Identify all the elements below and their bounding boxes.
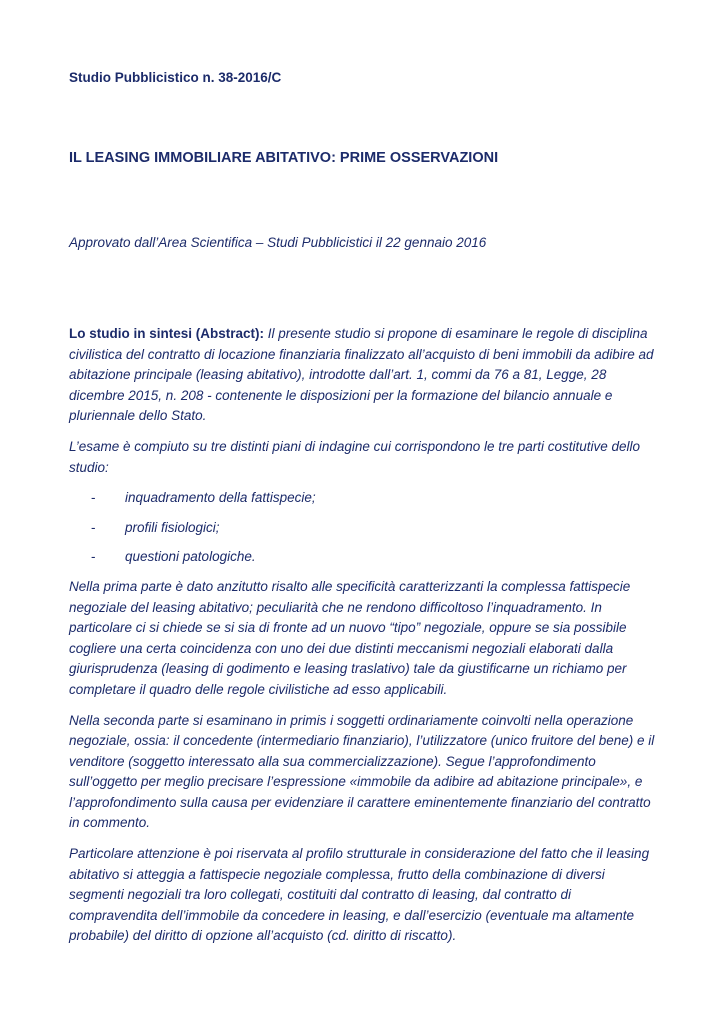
bullet-dash: - <box>91 549 96 565</box>
approval-line: Approvato dall’Area Scientifica – Studi Pubblicistici il 22 gennaio 2016 <box>69 235 487 250</box>
bullet-dash: - <box>91 519 96 535</box>
document-body <box>69 324 659 957</box>
abstract-paragraph <box>69 324 659 427</box>
abstract-text: Il presente studio si propone di esaminare le regole di disciplina civilistica del contratto di locazione finanziaria finalizzato all’acquisto di beni immobili da adibire ad abitazione principale (leasing abitativo), introdotte dall’art. 1, commi da 76 a 81, Legge, 28 dicembre 2015, n. 208 - contenente le disposizioni per la formazione del bilancio annuale e pluriennale dello Stato. <box>69 326 654 424</box>
list-item <box>69 547 659 568</box>
list-item <box>69 518 659 539</box>
document-number: Studio Pubblicistico n. 38-2016/C <box>69 70 282 85</box>
list-item <box>69 488 659 509</box>
bullet-list <box>69 488 659 568</box>
list-item-text: inquadramento della fattispecie; <box>125 490 316 506</box>
list-item-text: profili fisiologici; <box>125 519 220 535</box>
list-item-text: questioni patologiche. <box>125 549 256 565</box>
bullet-dash: - <box>91 490 96 506</box>
document-title: IL LEASING IMMOBILIARE ABITATIVO: PRIME OSSERVAZIONI <box>69 150 499 166</box>
paragraph-intro: L’esame è compiuto su tre distinti piani di indagine cui corrispondono le tre parti costitutive dello studio: <box>69 438 641 475</box>
abstract-label: Lo studio in sintesi (Abstract): <box>69 326 265 341</box>
paragraph-second-part: Nella seconda parte si esaminano in primis i soggetti ordinariamente coinvolti nella operazione negoziale, ossia: il concedente (intermediario finanziario), l’utilizzatore (unico fruitore del bene) e il venditore (soggetto interessato alla sua commercializzazione). Segue l’approfondimento sull’oggetto per meglio precisare l’espressione «immobile da adibire ad abitazione principale», e l’approfondimento sulla causa per evidenziare il carattere eminentemente finanziario del contratto in commento. <box>69 712 655 831</box>
paragraph-first-part: Nella prima parte è dato anzitutto risalto alle specificità caratterizzanti la complessa fattispecie negoziale del leasing abitativo; peculiarità che ne rendono difficoltoso l’inquadramento. In particolare ci si chiede se si sia di fronte ad un nuovo “tipo” negoziale, oppure se sia possibile cogliere una certa coincidenza con uno dei due distinti meccanismi negoziali elaborati dalla giurisprudenza (leasing di godimento e leasing traslativo) tale da giustificarne un richiamo per completare il quadro delle regole civilistiche ad esso applicabili. <box>69 578 631 697</box>
paragraph-structural: Particolare attenzione è poi riservata al profilo strutturale in considerazione del fatto che il leasing abitativo si atteggia a fattispecie negoziale complessa, frutto della combinazione di diversi segmenti negoziali tra loro collegati, costituiti dal contratto di leasing, dal contratto di compravendita dell’immobile da concedere in leasing, e dall’esercizio (eventuale ma altamente probabile) del diritto di opzione all’acquisto (cd. diritto di riscatto). <box>69 846 650 944</box>
